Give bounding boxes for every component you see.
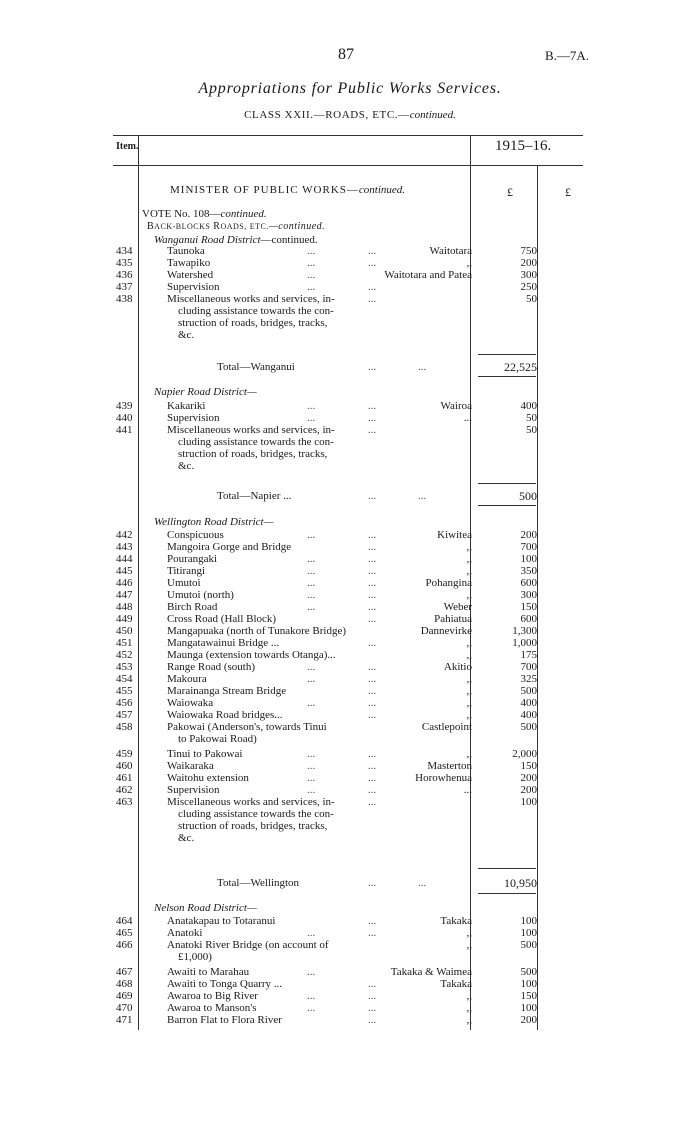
leader-dots: ... [307,553,316,565]
item-number: 452 [116,649,133,661]
electoral-district: ,, [466,939,472,951]
total-rule [478,893,536,894]
amount: 300 [520,589,537,601]
item-number: 457 [116,709,133,721]
leader-dots: ... [368,424,377,436]
table-row [0,772,700,784]
leader-dots: ... [368,412,377,424]
leader-dots: ... [418,490,427,502]
amount: 500 [520,685,537,697]
amount: 150 [520,601,537,613]
item-number: 442 [116,529,133,541]
electoral-district: Wairoa [440,400,472,412]
leader-dots: ... [368,577,377,589]
vote-heading: VOTE No. 108—continued. [142,208,267,220]
table-row [0,1014,700,1026]
table-row [0,649,700,661]
item-number: 434 [116,245,133,257]
table-row [0,601,700,613]
item-number: 454 [116,673,133,685]
table-row [0,697,700,709]
item-number: 461 [116,772,133,784]
amount: 100 [520,915,537,927]
leader-dots: ... [368,529,377,541]
total-rule [478,376,536,377]
amount: 200 [520,784,537,796]
leader-dots: ... [368,915,377,927]
item-description: Miscellaneous works and services, in- [167,293,335,305]
electoral-district: ,, [466,748,472,760]
leader-dots: ... [368,565,377,577]
pound-symbol-1: £ [507,185,513,199]
leader-dots: ... [307,281,316,293]
amount: 500 [520,966,537,978]
header-top-rule [113,135,583,136]
leader-dots: ... [368,541,377,553]
leader-dots: ... [368,601,377,613]
table-row [0,661,700,673]
item-description: Mangapuaka (north of Tunakore Bridge) [167,625,347,637]
item-description: Tinui to Pakowai [167,748,243,760]
amount: 150 [520,990,537,1002]
leader-dots: ... [368,613,377,625]
item-number: 447 [116,589,133,601]
table-row [0,589,700,601]
electoral-district: Kiwitea [437,529,472,541]
item-description: Anatakapau to Totaranui [167,915,276,927]
amount: 400 [520,400,537,412]
electoral-district: Takaka [440,915,472,927]
leader-dots: ... [307,601,316,613]
electoral-district: ,, [466,990,472,1002]
item-number: 458 [116,721,133,733]
item-number: 439 [116,400,133,412]
electoral-district: Waitotara [429,245,472,257]
wanganui-district-heading: Wanganui Road District—continued. [154,234,318,246]
item-number: 438 [116,293,133,305]
item-number: 445 [116,565,133,577]
amount: 175 [520,649,537,661]
table-row [0,915,700,927]
leader-dots: ... [307,784,316,796]
total-amount: 500 [519,489,537,503]
electoral-district: ,, [466,649,472,661]
item-description: Pourangaki [167,553,218,565]
leader-dots: ... [307,748,316,760]
page-title: Appropriations for Public Works Services. [198,80,502,97]
electoral-district: Dannevirke [420,625,472,637]
leader-dots: ... [307,760,316,772]
leader-dots: ... [307,661,316,673]
leader-dots: ... [368,589,377,601]
item-number: 467 [116,966,133,978]
total-label: Total—Napier ... [217,490,292,502]
item-number: 470 [116,1002,133,1014]
amount: 150 [520,760,537,772]
amount: 325 [520,673,537,685]
total-label: Total—Wellington [217,877,300,889]
electoral-district: ,, [466,1014,472,1026]
electoral-district: Akitio [443,661,472,673]
table-row [0,245,700,257]
amount: 200 [520,529,537,541]
item-description: Barron Flat to Flora River [167,1014,282,1026]
item-description: Titirangi [167,565,206,577]
electoral-district: Pahiatua [434,613,472,625]
leader-dots: ... [307,565,316,577]
table-row [0,760,700,772]
description-continuation: &c. [178,832,195,844]
leader-dots: ... [418,877,427,889]
electoral-district: ,, [466,1002,472,1014]
year-column-header: 1915–16. [495,138,552,154]
table-row [0,565,700,577]
item-description: Supervision [167,281,220,293]
item-description: Awaiti to Tonga Quarry ... [167,978,283,990]
item-number: 441 [116,424,133,436]
pound-symbol-2: £ [565,185,571,199]
description-continuation: &c. [178,329,195,341]
amount: 2,000 [512,748,537,760]
item-number: 449 [116,613,133,625]
amount: 700 [520,541,537,553]
leader-dots: ... [368,553,377,565]
leader-dots: ... [307,257,316,269]
item-description: Anatoki River Bridge (on account of [167,939,329,951]
electoral-district: ,, [466,685,472,697]
item-number: 443 [116,541,133,553]
amount: 100 [520,978,537,990]
item-description: Cross Road (Hall Block) [167,613,277,625]
total-amount: 10,950 [504,876,537,890]
leader-dots: ... [368,927,377,939]
electoral-district: ... [463,784,472,796]
description-continuation: struction of roads, bridges, tracks, [178,317,328,329]
item-number: 440 [116,412,133,424]
leader-dots: ... [368,361,377,373]
table-row [0,625,700,637]
napier-district-heading: Napier Road District— [154,386,257,398]
backblocks-heading: BACK-BLOCKS ROADS, ETC.—continued. [147,221,326,232]
leader-dots: ... [368,637,377,649]
amount: 300 [520,269,537,281]
item-number: 456 [116,697,133,709]
leader-dots: ... [368,772,377,784]
item-number: 437 [116,281,133,293]
table-row [0,709,700,721]
amount: 100 [520,1002,537,1014]
item-number: 466 [116,939,133,951]
amount: 200 [520,772,537,784]
item-description: Umutoi [167,577,201,589]
amount: 350 [520,565,537,577]
ministry-heading: MINISTER OF PUBLIC WORKS—continued. [170,184,406,196]
amount: 250 [520,281,537,293]
item-description: Waikaraka [167,760,214,772]
electoral-district: Horowhenua [415,772,472,784]
table-row [0,1002,700,1014]
item-number: 435 [116,257,133,269]
table-row [0,553,700,565]
item-description: Miscellaneous works and services, in- [167,796,335,808]
table-row [0,424,700,436]
leader-dots: ... [368,709,377,721]
electoral-district: ,, [466,257,472,269]
leader-dots: ... [307,400,316,412]
leader-dots: ... [307,529,316,541]
leader-dots: ... [307,245,316,257]
item-description: Awaroa to Manson's [167,1002,257,1014]
item-description: Supervision [167,784,220,796]
header-bottom-rule [113,165,583,166]
item-number: 462 [116,784,133,796]
table-row [0,269,700,281]
description-continuation: struction of roads, bridges, tracks, [178,820,328,832]
item-description: Awaroa to Big River [167,990,258,1002]
leader-dots: ... [368,281,377,293]
item-number: 446 [116,577,133,589]
leader-dots: ... [368,990,377,1002]
leader-dots: ... [418,361,427,373]
table-row [0,978,700,990]
leader-dots: ... [368,760,377,772]
item-description: Kakariki [167,400,206,412]
leader-dots: ... [368,1014,377,1026]
electoral-district: Waitotara and Patea [384,269,472,281]
item-description: Waiowaka [167,697,214,709]
item-number: 464 [116,915,133,927]
item-description: Marainanga Stream Bridge [167,685,287,697]
item-description: Awaiti to Marahau [167,966,250,978]
leader-dots: ... [307,673,316,685]
leader-dots: ... [307,412,316,424]
class-heading: CLASS XXII.—ROADS, ETC.—continued. [244,109,456,121]
electoral-district: ,, [466,927,472,939]
leader-dots: ... [307,990,316,1002]
electoral-district: ,, [466,541,472,553]
amount: 200 [520,1014,537,1026]
item-description: Tawapiko [167,257,211,269]
leader-dots: ... [368,748,377,760]
leader-dots: ... [307,772,316,784]
table-row [0,293,700,305]
total-rule [478,483,536,484]
description-continuation: to Pakowai Road) [178,733,257,745]
electoral-district: ... [463,412,472,424]
item-number: 469 [116,990,133,1002]
table-row [0,281,700,293]
leader-dots: ... [368,257,377,269]
leader-dots: ... [368,697,377,709]
item-number: 450 [116,625,133,637]
electoral-district: ,, [466,589,472,601]
amount: 700 [520,661,537,673]
table-row [0,613,700,625]
item-description: Anatoki [167,927,203,939]
table-row [0,257,700,269]
electoral-district: ,, [466,697,472,709]
item-description: Pakowai (Anderson's, towards Tinui [167,721,327,733]
amount: 400 [520,697,537,709]
table-row [0,529,700,541]
electoral-district: Castlepoint [421,721,472,733]
leader-dots: ... [307,1002,316,1014]
electoral-district: Masterton [427,760,472,772]
leader-dots: ... [368,1002,377,1014]
table-row [0,796,700,808]
page-number: 87 [338,46,354,63]
leader-dots: ... [368,490,377,502]
item-description: Supervision [167,412,220,424]
total-label: Total—Wanganui [217,361,295,373]
electoral-district: ,, [466,565,472,577]
item-description: Maunga (extension towards Otanga)... [167,649,336,661]
description-continuation: cluding assistance towards the con- [178,436,334,448]
amount: 50 [526,412,537,424]
wellington-district-heading: Wellington Road District— [154,516,274,528]
item-number: 471 [116,1014,133,1026]
amount: 600 [520,577,537,589]
item-number: 453 [116,661,133,673]
table-row [0,541,700,553]
electoral-district: Takaka & Waimea [390,966,472,978]
amount: 50 [526,293,537,305]
leader-dots: ... [368,400,377,412]
table-row [0,577,700,589]
leader-dots: ... [307,966,316,978]
amount: 50 [526,424,537,436]
description-continuation: cluding assistance towards the con- [178,305,334,317]
table-row [0,685,700,697]
electoral-district: ,, [466,553,472,565]
amount: 100 [520,927,537,939]
item-description: Watershed [167,269,214,281]
leader-dots: ... [368,978,377,990]
item-number: 444 [116,553,133,565]
description-continuation: £1,000) [178,951,212,963]
nelson-district-heading: Nelson Road District— [154,902,257,914]
leader-dots: ... [368,245,377,257]
leader-dots: ... [368,784,377,796]
item-description: Umutoi (north) [167,589,234,601]
item-number: 436 [116,269,133,281]
leader-dots: ... [307,697,316,709]
item-number: 465 [116,927,133,939]
amount: 600 [520,613,537,625]
item-description: Taunoka [167,245,205,257]
table-row [0,412,700,424]
leader-dots: ... [368,877,377,889]
table-row [0,721,700,733]
amount: 100 [520,553,537,565]
total-rule [478,354,536,355]
leader-dots: ... [307,269,316,281]
leader-dots: ... [368,661,377,673]
item-number: 468 [116,978,133,990]
leader-dots: ... [368,293,377,305]
electoral-district: Takaka [440,978,472,990]
amount: 100 [520,796,537,808]
electoral-district: ,, [466,673,472,685]
item-column-header: Item. [116,141,139,152]
total-rule [478,505,536,506]
item-description: Waitohu extension [167,772,249,784]
item-number: 451 [116,637,133,649]
description-continuation: &c. [178,460,195,472]
table-row [0,966,700,978]
item-number: 460 [116,760,133,772]
electoral-district: Pohangina [425,577,472,589]
amount: 750 [520,245,537,257]
amount: 1,300 [512,625,537,637]
table-row [0,939,700,951]
item-number: 448 [116,601,133,613]
amount: 1,000 [512,637,537,649]
leader-dots: ... [307,577,316,589]
item-description: Miscellaneous works and services, in- [167,424,335,436]
amount: 200 [520,257,537,269]
description-continuation: cluding assistance towards the con- [178,808,334,820]
item-description: Conspicuous [167,529,224,541]
leader-dots: ... [368,685,377,697]
amount: 500 [520,721,537,733]
table-row [0,990,700,1002]
amount: 500 [520,939,537,951]
table-row [0,637,700,649]
item-number: 459 [116,748,133,760]
electoral-district: ,, [466,709,472,721]
item-number: 455 [116,685,133,697]
item-description: Mangoira Gorge and Bridge [167,541,292,553]
leader-dots: ... [368,673,377,685]
total-amount: 22,525 [504,360,537,374]
item-description: Mangatawainui Bridge ... [167,637,280,649]
table-row [0,400,700,412]
description-continuation: struction of roads, bridges, tracks, [178,448,328,460]
table-row [0,748,700,760]
item-description: Makoura [167,673,207,685]
table-row [0,673,700,685]
leader-dots: ... [368,796,377,808]
item-description: Birch Road [167,601,218,613]
electoral-district: ,, [466,637,472,649]
total-rule [478,868,536,869]
leader-dots: ... [307,927,316,939]
amount: 400 [520,709,537,721]
leader-dots: ... [307,589,316,601]
table-row [0,784,700,796]
item-description: Range Road (south) [167,661,255,673]
document-reference: B.—7A. [545,48,590,63]
electoral-district: Weber [443,601,472,613]
item-description: Waiowaka Road bridges... [167,709,283,721]
table-row [0,927,700,939]
item-number: 463 [116,796,133,808]
